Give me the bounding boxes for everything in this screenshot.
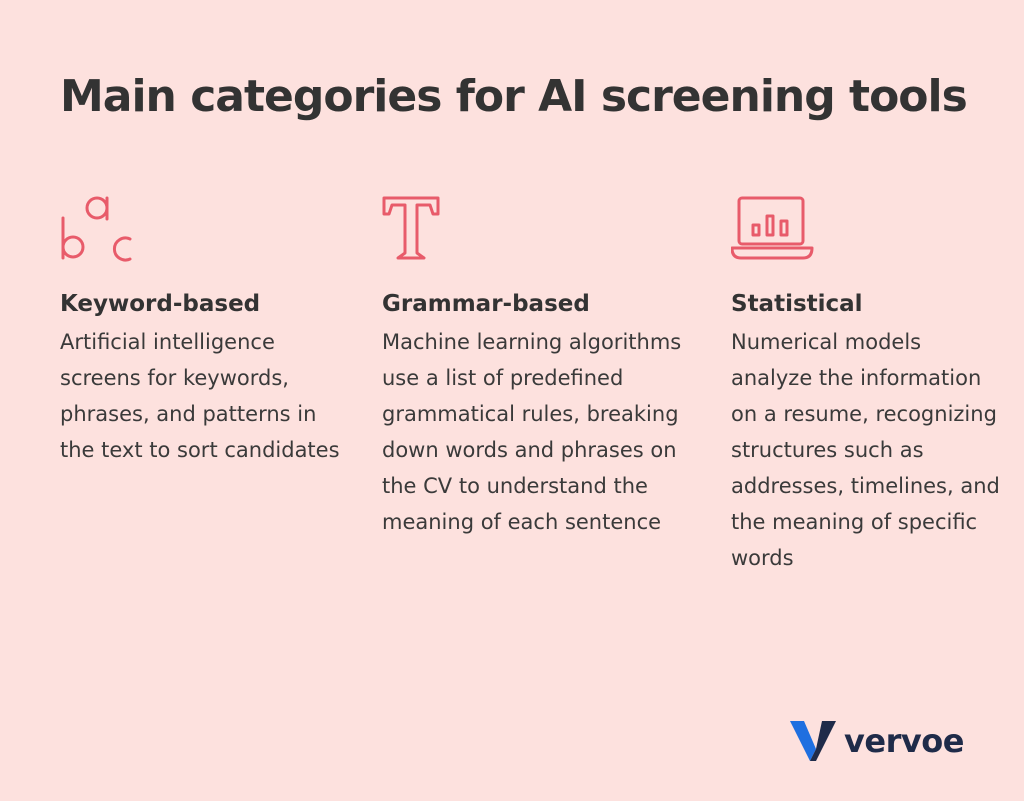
category-grammar-based (382, 188, 692, 540)
category-keyword-based (60, 188, 350, 468)
category-heading: Statistical (731, 291, 863, 317)
category-description: Artificial intelligence screens for keywords, phrases, and patterns in the text to sort candidates (60, 330, 340, 462)
vervoe-v-mark-icon (790, 719, 836, 763)
vervoe-logo (790, 719, 964, 763)
letter-t-icon (382, 188, 442, 270)
abc-letters-icon (60, 188, 140, 270)
page-title: Main categories for AI screening tools (60, 71, 967, 122)
category-heading: Keyword-based (60, 291, 261, 317)
laptop-chart-icon (731, 188, 815, 270)
brand-name: vervoe (844, 722, 964, 760)
category-heading: Grammar-based (382, 291, 590, 317)
category-description: Machine learning algorithms use a list of predefined grammatical rules, breaking down words and phrases on the CV to understand the meaning of each sentence (382, 330, 682, 534)
category-description: Numerical models analyze the information on a resume, recognizing structures such as addresses, timelines, and the meaning of specific words (731, 330, 1000, 570)
category-statistical (731, 188, 1001, 576)
